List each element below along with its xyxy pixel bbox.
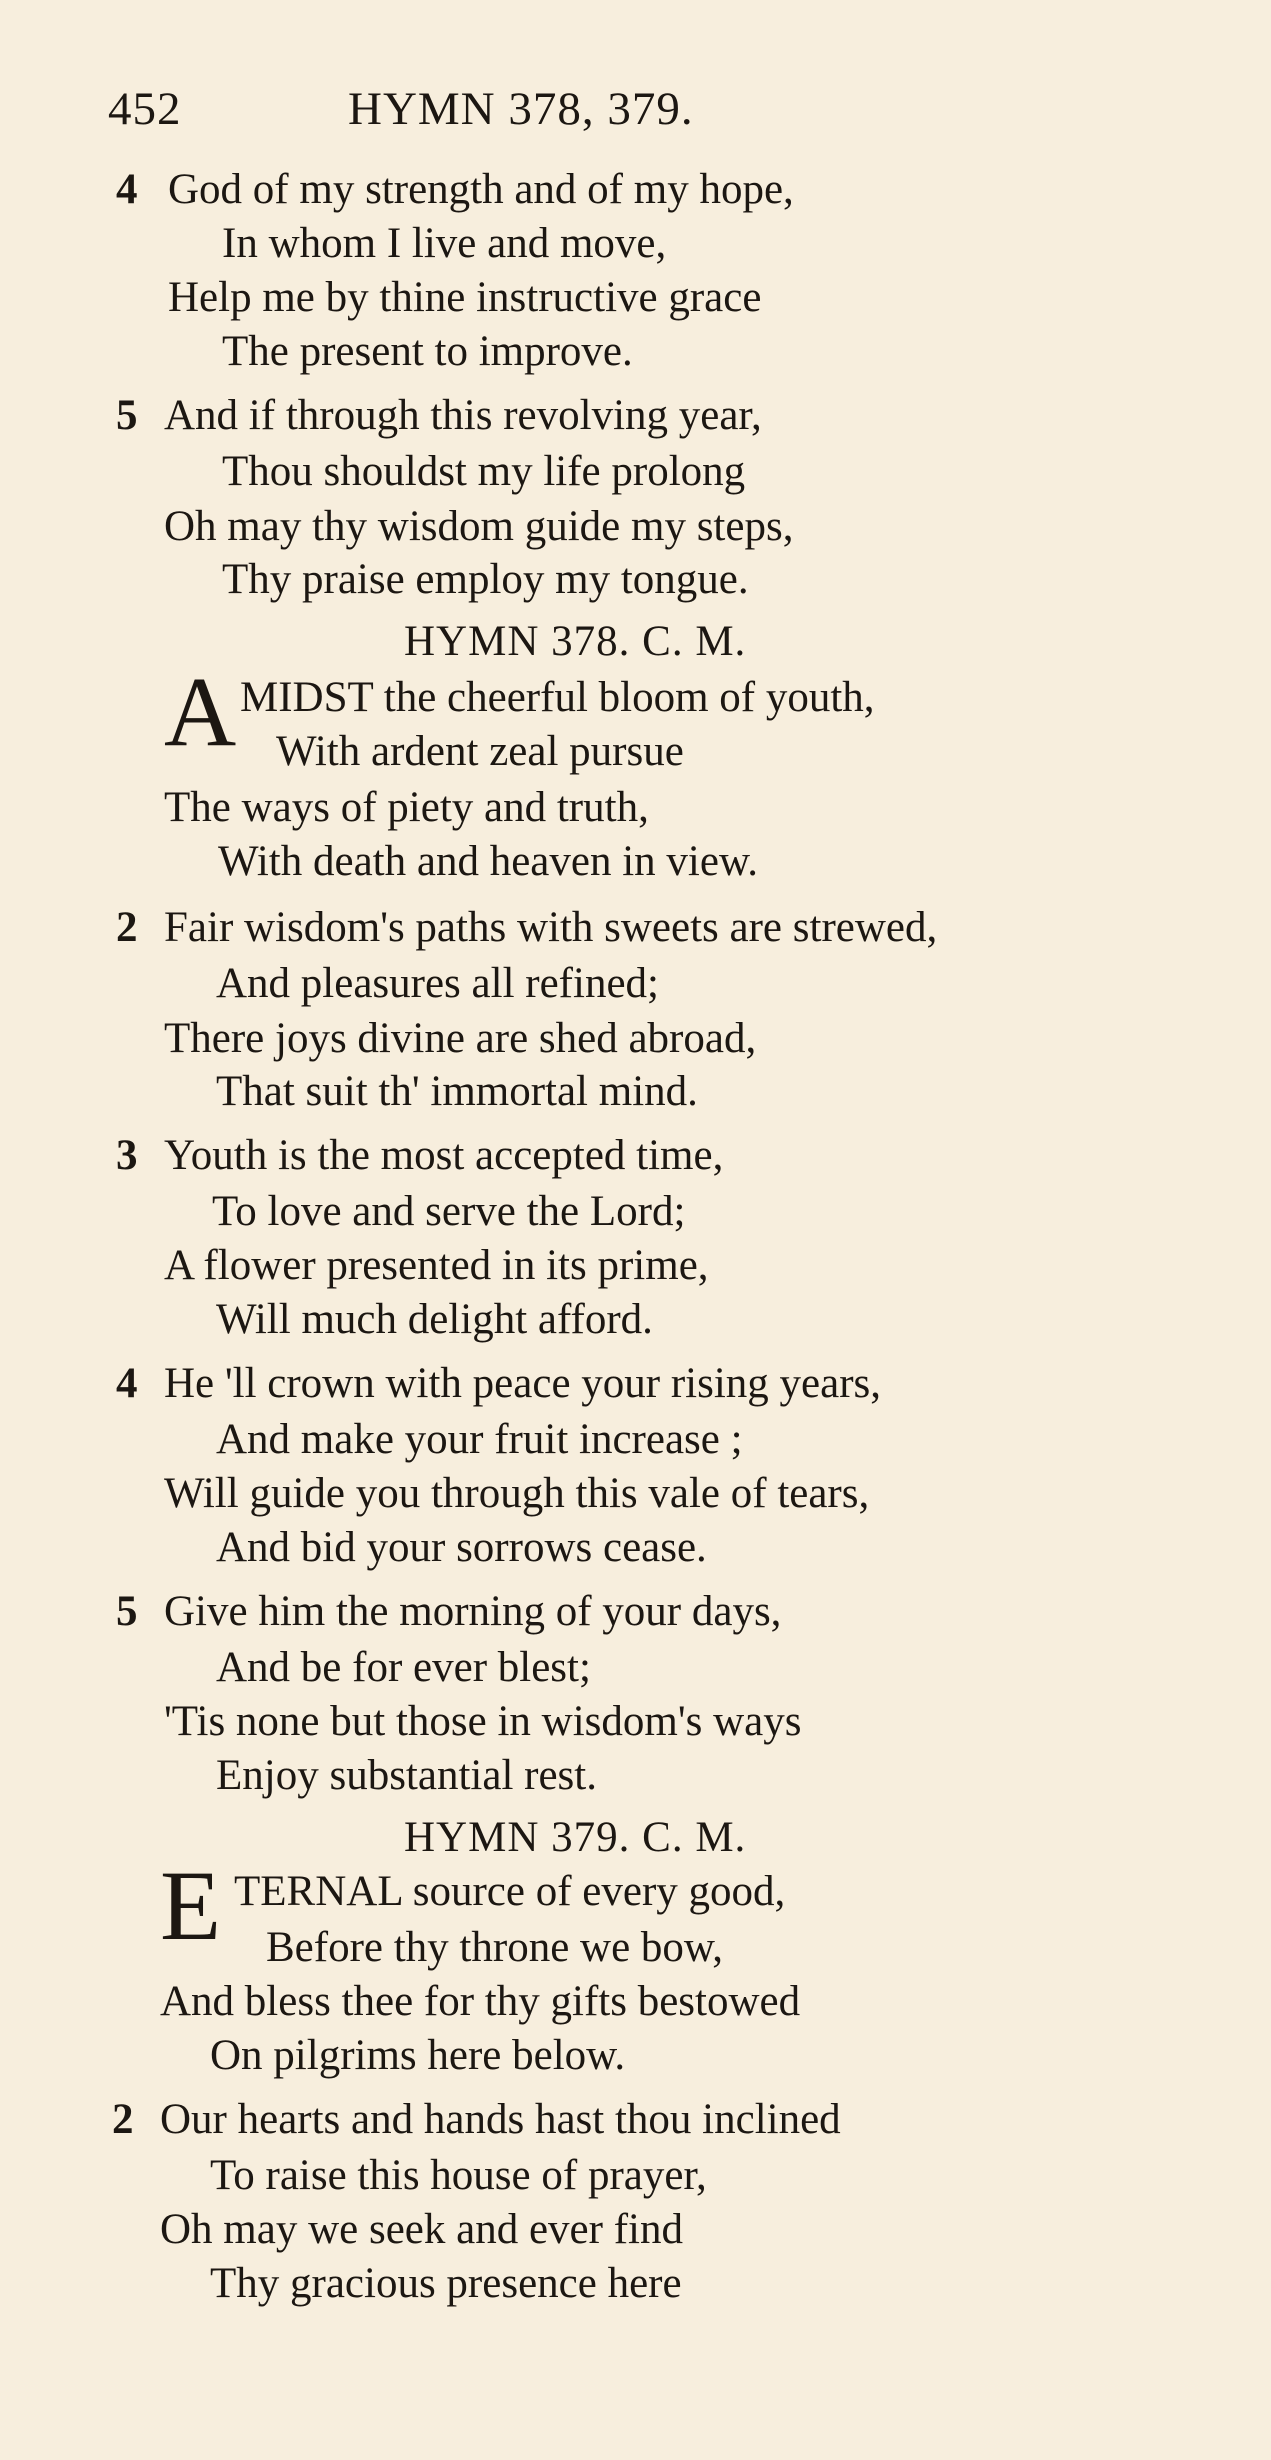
verse-line: In whom I live and move, xyxy=(222,220,667,267)
verse-line: And bless thee for thy gifts bestowed xyxy=(160,1978,801,2025)
verse-line: God of my strength and of my hope, xyxy=(168,166,794,213)
verse-line: Thy praise employ my tongue. xyxy=(222,556,749,603)
stanza-number: 5 xyxy=(116,392,138,439)
verse-line: To raise this house of prayer, xyxy=(210,2152,707,2199)
verse-line: Our hearts and hands hast thou inclined xyxy=(160,2096,841,2143)
verse-line: TERNAL source of every good, xyxy=(234,1868,786,1915)
stanza-number: 2 xyxy=(112,2096,134,2143)
verse-line: Give him the morning of your days, xyxy=(164,1588,782,1635)
verse-line: Enjoy substantial rest. xyxy=(216,1752,597,1799)
verse-line: Thou shouldst my life prolong xyxy=(222,448,746,495)
hymn-title: HYMN 379. C. M. xyxy=(404,1814,747,1861)
verse-line: MIDST the cheerful bloom of youth, xyxy=(240,674,875,721)
verse-line: And be for ever blest; xyxy=(216,1644,591,1691)
verse-line: A flower presented in its prime, xyxy=(164,1242,709,1289)
verse-line: And if through this revolving year, xyxy=(164,392,762,439)
verse-line: Oh may we seek and ever find xyxy=(160,2206,683,2253)
stanza-number: 2 xyxy=(116,904,138,951)
verse-line: 'Tis none but those in wisdom's ways xyxy=(164,1698,802,1745)
verse-line: On pilgrims here below. xyxy=(210,2032,626,2079)
drop-cap: E xyxy=(160,1850,222,1961)
stanza-number: 3 xyxy=(116,1132,138,1179)
verse-line: The ways of piety and truth, xyxy=(164,784,649,831)
running-header xyxy=(108,82,694,136)
page-number: 452 xyxy=(108,83,182,135)
verse-line: Help me by thine instructive grace xyxy=(168,274,762,321)
stanza-number: 4 xyxy=(116,1360,138,1407)
verse-line: He 'll crown with peace your rising years, xyxy=(164,1360,882,1407)
verse-line: With death and heaven in view. xyxy=(218,838,758,885)
drop-cap: A xyxy=(164,656,237,767)
verse-line: Thy gracious presence here xyxy=(210,2260,682,2307)
running-head-title: HYMN 378, 379. xyxy=(348,83,694,135)
stanza-number: 5 xyxy=(116,1588,138,1635)
verse-line: And pleasures all refined; xyxy=(216,960,659,1007)
verse-line: And make your fruit increase ; xyxy=(216,1416,743,1463)
hymn-title: HYMN 378. C. M. xyxy=(404,618,747,665)
verse-line: With ardent zeal pursue xyxy=(276,728,684,775)
verse-line: The present to improve. xyxy=(222,328,633,375)
verse-line: And bid your sorrows cease. xyxy=(216,1524,707,1571)
stanza-number: 4 xyxy=(116,166,138,213)
verse-line: Will much delight afford. xyxy=(216,1296,653,1343)
verse-line: Before thy throne we bow, xyxy=(266,1924,723,1971)
verse-line: That suit th' immortal mind. xyxy=(216,1068,698,1115)
verse-line: Fair wisdom's paths with sweets are strewed, xyxy=(164,904,938,951)
verse-line: Will guide you through this vale of tears, xyxy=(164,1470,870,1517)
verse-line: Youth is the most accepted time, xyxy=(164,1132,724,1179)
verse-line: Oh may thy wisdom guide my steps, xyxy=(164,503,794,550)
verse-line: There joys divine are shed abroad, xyxy=(164,1015,757,1062)
verse-line: To love and serve the Lord; xyxy=(212,1188,686,1235)
